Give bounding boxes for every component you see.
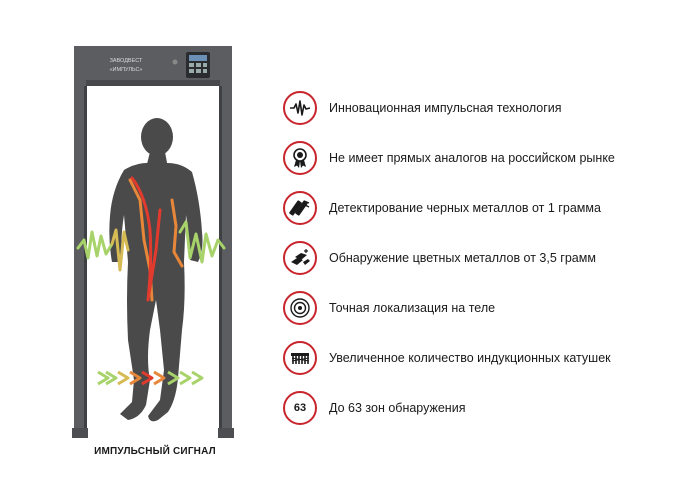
target-location-icon — [283, 291, 317, 325]
feature-pulse-technology — [283, 88, 683, 128]
signal-arrows — [98, 372, 202, 384]
feature-text: Увеличенное количество индукционных катушек — [329, 351, 611, 365]
ferrous-metal-icon — [283, 191, 317, 225]
feature-detection-zones — [283, 388, 683, 428]
zones-count-icon — [283, 391, 317, 425]
feature-text: Не имеет прямых аналогов на российском рынке — [329, 151, 615, 165]
feature-ferrous-metals — [283, 188, 683, 228]
feature-text: Инновационная импульсная технология — [329, 101, 562, 115]
brand-line-2: «ИМПУЛЬС» — [109, 67, 143, 73]
feature-no-analogs — [283, 138, 683, 178]
feature-body-localization — [283, 288, 683, 328]
feature-text: Детектирование черных металлов от 1 грамма — [329, 201, 601, 215]
feature-nonferrous-metals — [283, 238, 683, 278]
induction-coils-icon — [283, 341, 317, 375]
feature-text: Обнаружение цветных металлов от 3,5 грамм — [329, 251, 596, 265]
feature-induction-coils — [283, 338, 683, 378]
zones-count-number: 63 — [293, 402, 307, 414]
pulse-signal-caption: ИМПУЛЬСНЫЙ СИГНАЛ — [94, 446, 216, 457]
feature-text: До 63 зон обнаружения — [329, 401, 466, 415]
nonferrous-metal-icon — [283, 241, 317, 275]
award-medal-icon — [283, 141, 317, 175]
brand-line-1: ЗАВОДВЕСТ — [109, 58, 143, 64]
feature-text: Точная локализация на теле — [329, 301, 496, 315]
pulse-wave-icon — [283, 91, 317, 125]
